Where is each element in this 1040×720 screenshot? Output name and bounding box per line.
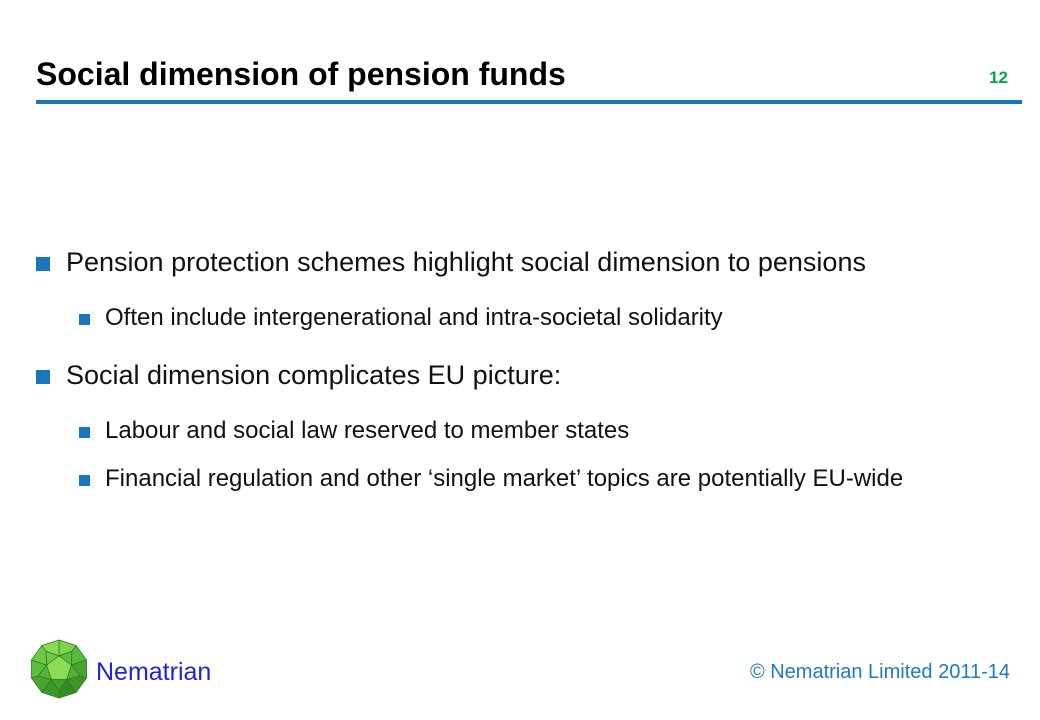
bullet-square-icon — [79, 427, 90, 438]
nematrian-polyhedron-logo-icon — [27, 636, 91, 700]
bullet-item — [36, 247, 866, 278]
title-divider-rule — [36, 100, 1022, 104]
bullet-text: Often include intergenerational and intra-societal solidarity — [105, 304, 723, 331]
brand-name: Nematrian — [96, 658, 212, 686]
bullet-square-icon — [36, 370, 50, 384]
bullet-text: Labour and social law reserved to member states — [105, 417, 630, 444]
bullet-square-icon — [79, 475, 90, 486]
bullet-text: Social dimension complicates EU picture: — [66, 360, 562, 390]
copyright-notice: © Nematrian Limited 2011-14 — [749, 661, 1010, 683]
bullet-text: Financial regulation and other ‘single market’ topics are potentially EU-wide — [105, 465, 904, 492]
bullet-item — [36, 360, 561, 391]
sub-bullet-item — [79, 417, 629, 445]
bullet-square-icon — [36, 257, 50, 271]
bullet-square-icon — [79, 314, 90, 325]
page-title: Social dimension of pension funds — [36, 56, 566, 92]
bullet-text: Pension protection schemes highlight social dimension to pensions — [66, 247, 866, 277]
sub-bullet-item — [79, 304, 723, 332]
page-number: 12 — [989, 68, 1008, 87]
sub-bullet-item — [79, 465, 903, 493]
